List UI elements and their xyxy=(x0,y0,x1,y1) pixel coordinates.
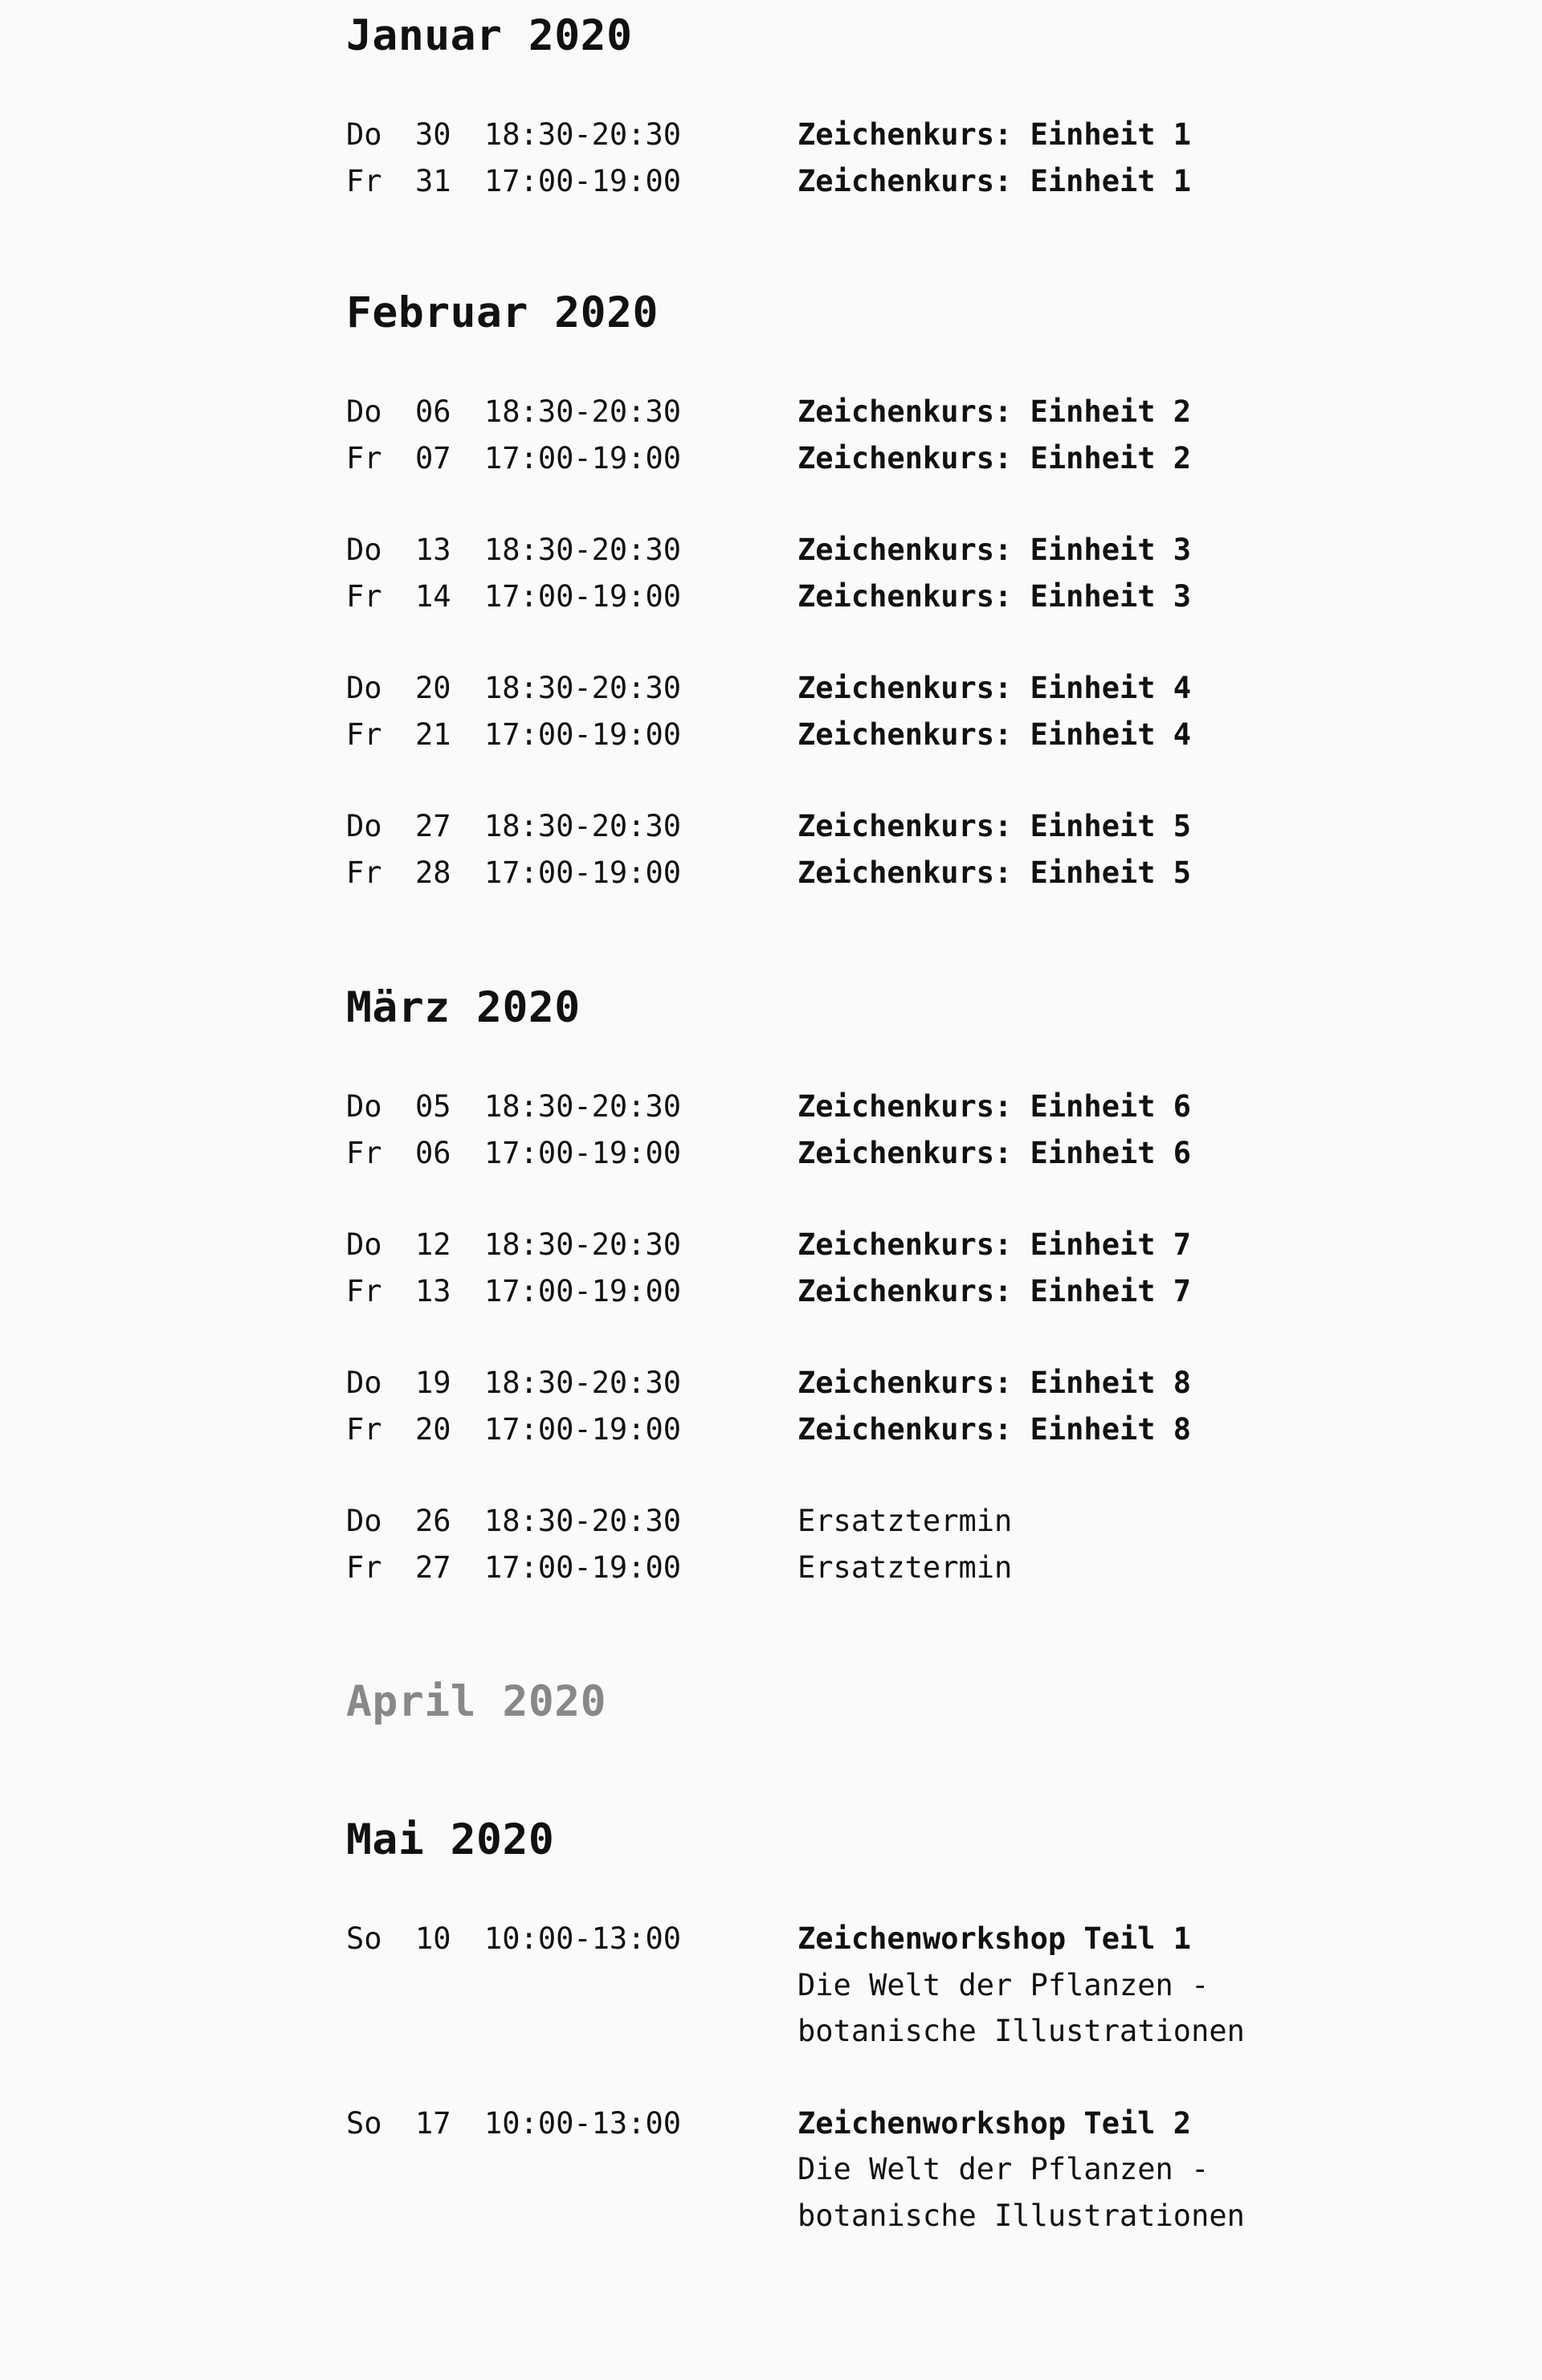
event-title: Zeichenkurs: Einheit 1 xyxy=(798,163,1192,198)
event-time: 18:30-20:30 xyxy=(484,1504,682,1538)
event-title: Zeichenkurs: Einheit 8 xyxy=(798,1411,1192,1447)
event-row xyxy=(346,712,1191,758)
event-description xyxy=(798,435,1191,482)
month-title: Februar 2020 xyxy=(346,288,659,337)
event-weekday: Fr xyxy=(346,855,382,890)
event-title: Zeichenworkshop Teil 1 xyxy=(798,1921,1192,1956)
event-time: 18:30-20:30 xyxy=(484,671,682,705)
event-row xyxy=(346,665,1191,712)
event-description xyxy=(798,1268,1191,1315)
event-description xyxy=(798,527,1191,574)
event-group xyxy=(346,803,1191,896)
event-title: Zeichenkurs: Einheit 4 xyxy=(798,716,1192,752)
event-time: 18:30-20:30 xyxy=(484,117,682,152)
event-description xyxy=(798,1084,1191,1130)
event-date: 26 xyxy=(415,1504,451,1538)
event-time: 17:00-19:00 xyxy=(484,163,682,198)
event-group xyxy=(346,112,1191,204)
month-section xyxy=(346,1812,1245,2239)
event-time: 17:00-19:00 xyxy=(484,1549,682,1585)
event-row xyxy=(346,1545,1191,1591)
event-description xyxy=(798,1916,1245,2055)
event-row xyxy=(346,112,1191,158)
event-weekday: Fr xyxy=(346,716,382,752)
event-title: Zeichenkurs: Einheit 2 xyxy=(798,394,1192,429)
event-description xyxy=(798,389,1191,435)
event-description xyxy=(798,2100,1245,2239)
event-group xyxy=(346,665,1191,757)
event-time: 17:00-19:00 xyxy=(484,1135,682,1170)
event-title: Zeichenkurs: Einheit 6 xyxy=(798,1135,1192,1170)
event-row xyxy=(346,1268,1191,1315)
month-events xyxy=(346,1916,1245,2239)
event-description xyxy=(798,1545,1012,1591)
event-weekday: Do xyxy=(346,1227,382,1262)
event-time: 18:30-20:30 xyxy=(484,1089,682,1124)
event-group xyxy=(346,1084,1191,1176)
event-date: 06 xyxy=(415,1135,451,1170)
event-date: 14 xyxy=(415,578,451,614)
event-title: Ersatztermin xyxy=(798,1549,1013,1585)
event-row xyxy=(346,389,1191,435)
event-date: 13 xyxy=(415,1273,451,1308)
event-row xyxy=(346,850,1191,896)
event-date: 19 xyxy=(415,1366,451,1400)
event-description xyxy=(798,1498,1012,1545)
event-row xyxy=(346,574,1191,620)
event-date: 10 xyxy=(415,1921,451,1956)
month-section xyxy=(346,8,1191,204)
event-time: 17:00-19:00 xyxy=(484,1411,682,1447)
event-weekday: Do xyxy=(346,809,382,843)
event-weekday: Fr xyxy=(346,1549,382,1585)
event-subtitle-line: botanische Illustrationen xyxy=(798,2014,1245,2048)
event-weekday: Fr xyxy=(346,163,382,198)
month-title: April 2020 xyxy=(346,1677,607,1726)
event-time: 17:00-19:00 xyxy=(484,855,682,890)
event-row xyxy=(346,1360,1191,1406)
event-date: 17 xyxy=(415,2105,451,2141)
event-group xyxy=(346,389,1191,481)
event-time: 10:00-13:00 xyxy=(484,2105,682,2141)
event-group xyxy=(346,1222,1191,1314)
event-group xyxy=(346,1916,1245,2055)
event-row xyxy=(346,2100,1245,2239)
event-date: 27 xyxy=(415,809,451,843)
event-title: Ersatztermin xyxy=(798,1504,1013,1538)
event-weekday: Fr xyxy=(346,1135,382,1170)
event-weekday: Do xyxy=(346,671,382,705)
event-weekday: Fr xyxy=(346,578,382,614)
month-title: März 2020 xyxy=(346,983,581,1032)
event-weekday: Do xyxy=(346,1504,382,1538)
event-date: 30 xyxy=(415,117,451,152)
event-description xyxy=(798,1406,1191,1453)
event-time: 17:00-19:00 xyxy=(484,716,682,752)
month-events xyxy=(346,1084,1191,1590)
event-description xyxy=(798,665,1191,712)
event-description xyxy=(798,712,1191,758)
event-weekday: Fr xyxy=(346,440,382,476)
event-date: 20 xyxy=(415,1411,451,1447)
event-time: 17:00-19:00 xyxy=(484,1273,682,1308)
event-subtitle-line: Die Welt der Pflanzen - xyxy=(798,1967,1210,2002)
event-row xyxy=(346,435,1191,482)
event-row xyxy=(346,1084,1191,1130)
event-title: Zeichenkurs: Einheit 8 xyxy=(798,1366,1192,1400)
month-events xyxy=(346,389,1191,896)
event-weekday: Fr xyxy=(346,1273,382,1308)
event-weekday: Fr xyxy=(346,1411,382,1447)
event-title: Zeichenkurs: Einheit 5 xyxy=(798,855,1192,890)
event-description xyxy=(798,158,1191,205)
event-title: Zeichenkurs: Einheit 6 xyxy=(798,1089,1192,1124)
event-description xyxy=(798,1130,1191,1177)
event-title: Zeichenkurs: Einheit 1 xyxy=(798,117,1192,152)
event-title: Zeichenkurs: Einheit 2 xyxy=(798,440,1192,476)
event-group xyxy=(346,1360,1191,1452)
event-title: Zeichenkurs: Einheit 3 xyxy=(798,578,1192,614)
event-date: 27 xyxy=(415,1549,451,1585)
month-title: Januar 2020 xyxy=(346,11,633,60)
event-description xyxy=(798,850,1191,896)
event-subtitle-line: Die Welt der Pflanzen - xyxy=(798,2152,1210,2186)
event-date: 13 xyxy=(415,533,451,567)
event-title: Zeichenworkshop Teil 2 xyxy=(798,2105,1192,2141)
event-date: 28 xyxy=(415,855,451,890)
event-time: 10:00-13:00 xyxy=(484,1921,682,1956)
event-description xyxy=(798,803,1191,850)
event-time: 18:30-20:30 xyxy=(484,394,682,429)
month-events xyxy=(346,112,1191,204)
event-title: Zeichenkurs: Einheit 4 xyxy=(798,671,1192,705)
event-weekday: Do xyxy=(346,117,382,152)
event-weekday: Do xyxy=(346,533,382,567)
month-section xyxy=(346,285,1191,896)
event-weekday: Do xyxy=(346,394,382,429)
month-section xyxy=(346,980,1191,1590)
event-time: 18:30-20:30 xyxy=(484,1227,682,1262)
event-title: Zeichenkurs: Einheit 7 xyxy=(798,1227,1192,1262)
event-time: 18:30-20:30 xyxy=(484,809,682,843)
event-subtitle-line: botanische Illustrationen xyxy=(798,2198,1245,2233)
event-time: 18:30-20:30 xyxy=(484,533,682,567)
event-weekday: Do xyxy=(346,1366,382,1400)
event-row xyxy=(346,1916,1245,2055)
event-description xyxy=(798,1360,1191,1406)
event-title: Zeichenkurs: Einheit 7 xyxy=(798,1273,1192,1308)
event-weekday: So xyxy=(346,1921,382,1956)
event-description xyxy=(798,112,1191,158)
event-row xyxy=(346,158,1191,205)
event-date: 07 xyxy=(415,440,451,476)
event-weekday: Do xyxy=(346,1089,382,1124)
event-row xyxy=(346,1222,1191,1268)
event-date: 20 xyxy=(415,671,451,705)
event-title: Zeichenkurs: Einheit 5 xyxy=(798,809,1192,843)
event-group xyxy=(346,1498,1191,1590)
event-title: Zeichenkurs: Einheit 3 xyxy=(798,533,1192,567)
event-row xyxy=(346,1406,1191,1453)
event-time: 18:30-20:30 xyxy=(484,1366,682,1400)
event-group xyxy=(346,527,1191,619)
event-row xyxy=(346,803,1191,850)
event-date: 05 xyxy=(415,1089,451,1124)
event-row xyxy=(346,1130,1191,1177)
event-time: 17:00-19:00 xyxy=(484,578,682,614)
event-description xyxy=(798,574,1191,620)
event-description xyxy=(798,1222,1191,1268)
event-weekday: So xyxy=(346,2105,382,2141)
event-date: 31 xyxy=(415,163,451,198)
event-row xyxy=(346,527,1191,574)
event-time: 17:00-19:00 xyxy=(484,440,682,476)
event-group xyxy=(346,2100,1245,2239)
month-title: Mai 2020 xyxy=(346,1815,555,1864)
event-date: 21 xyxy=(415,716,451,752)
event-row xyxy=(346,1498,1191,1545)
month-section xyxy=(346,1674,606,1778)
event-date: 12 xyxy=(415,1227,451,1262)
event-date: 06 xyxy=(415,394,451,429)
